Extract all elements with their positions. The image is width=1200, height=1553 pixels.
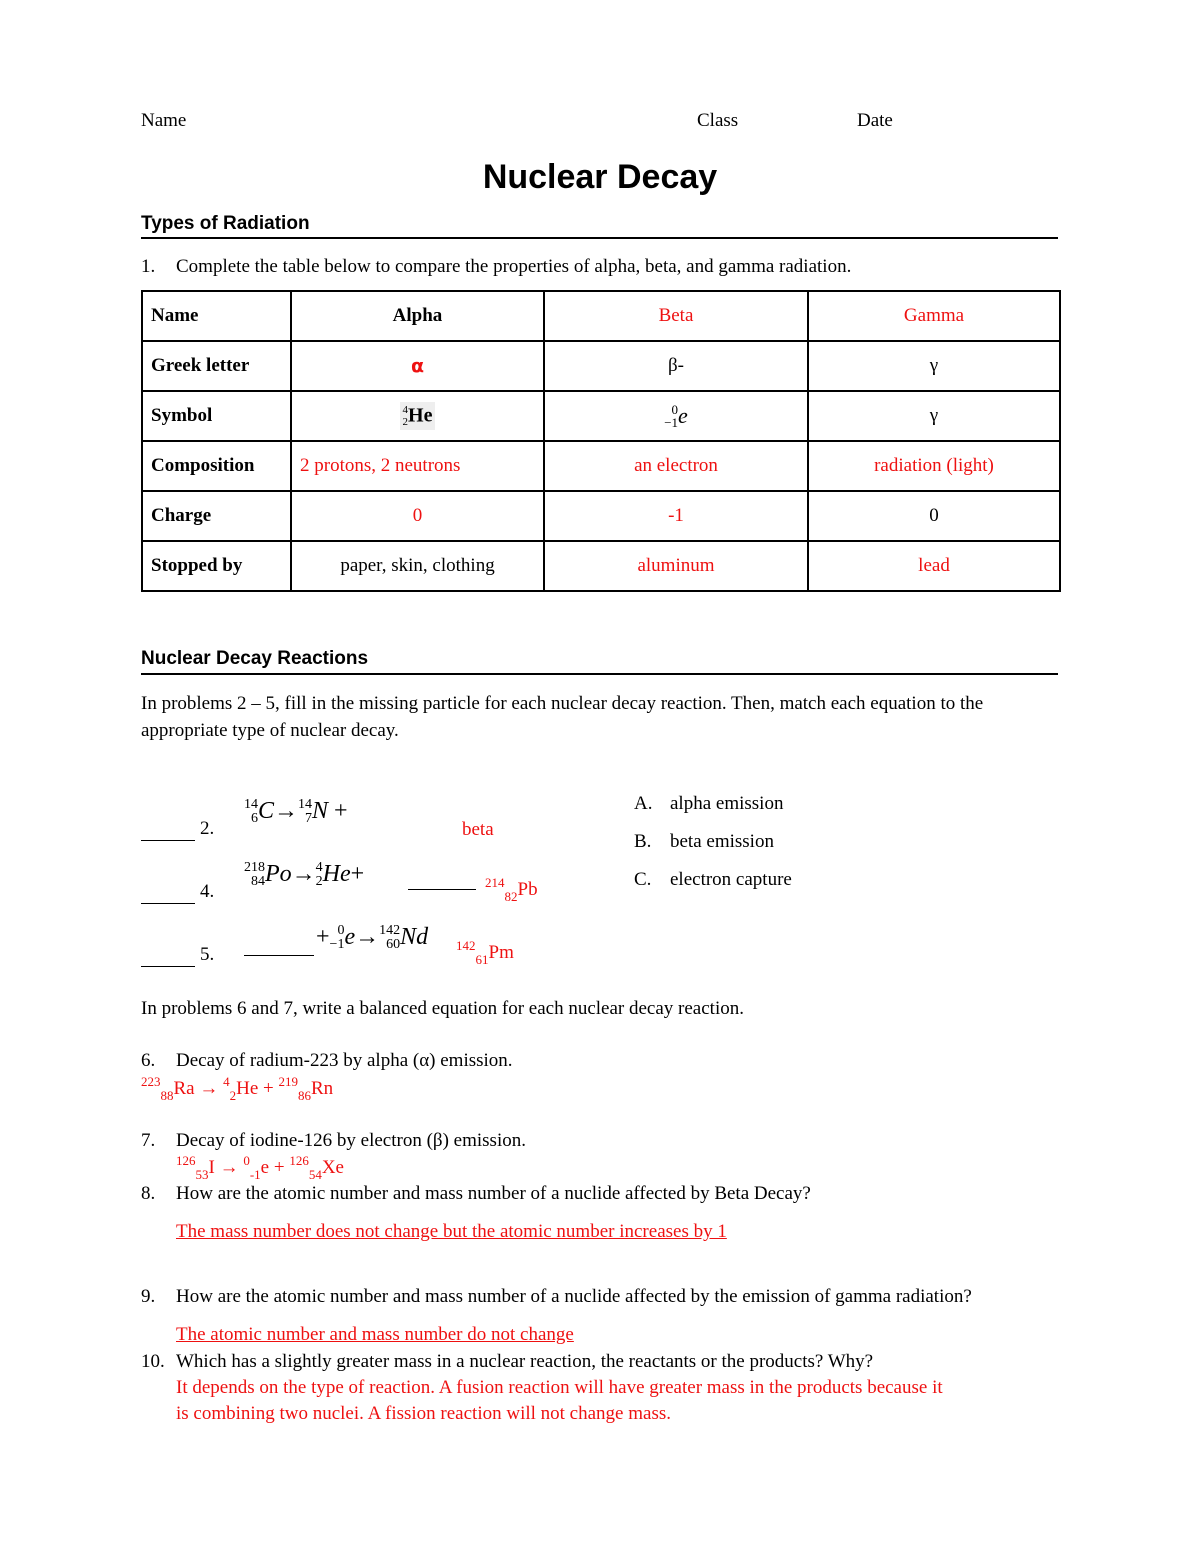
mass-number: 4 [315,860,323,876]
beta-atomic-number: −1 [664,415,679,430]
question-9-text: How are the atomic number and mass number of a nuclide affected by the emission of gamma radiation? [176,1286,972,1307]
atomic-number: 86 [297,1088,311,1103]
plus-sign: + [273,1157,285,1178]
alpha-symbol [400,402,436,430]
question-1-text: Complete the table below to compare the properties of alpha, beta, and gamma radiation. [176,256,852,277]
beta-element: e [678,403,688,428]
question-10-answer-line-2: is combining two nuclei. A fission reaction will not change mass. [176,1403,671,1424]
problem-2-number: 2. [200,818,215,839]
question-8-text: How are the atomic number and mass number of a nuclide affected by Beta Decay? [176,1183,811,1204]
atomic-number: 88 [160,1088,174,1103]
table-cell: -1 [544,491,808,541]
section-rule [141,673,1058,675]
section-heading-types: Types of Radiation [141,213,310,234]
atomic-number: 2 [229,1088,237,1103]
mass-number: 14 [244,797,258,813]
atomic-number: 60 [386,937,401,953]
balanced-equations-intro: In problems 6 and 7, write a balanced equation for each nuclear decay reaction. [141,998,744,1019]
table-row [142,291,1060,341]
problem-5-answer [456,938,514,967]
problem-4-equation [244,861,364,889]
table-header-cell: Name [142,291,291,341]
question-7-number: 7. [141,1130,156,1151]
table-cell: 0 [808,491,1060,541]
alpha-element: He [408,404,433,427]
table-cell [291,391,544,441]
plus-sign: + [350,861,365,887]
table-cell: radiation (light) [808,441,1060,491]
element-symbol: Pm [488,942,514,963]
table-row [142,491,1060,541]
element-symbol: Po [265,861,292,887]
element-symbol: Ra [173,1078,195,1099]
table-row-label: Charge [142,491,291,541]
answer-blank[interactable] [141,885,195,904]
question-8-answer: The mass number does not change but the atomic number increases by 1 [176,1221,727,1242]
mass-number: 219 [278,1074,298,1089]
section-rule [141,237,1058,239]
question-8-number: 8. [141,1183,156,1204]
table-row [142,541,1060,591]
atomic-number: 54 [308,1167,322,1182]
choice-letter: B. [634,831,652,852]
table-cell: 0 [291,491,544,541]
mass-number: 126 [176,1153,196,1168]
question-6-number: 6. [141,1050,156,1071]
element-symbol: Xe [321,1157,344,1178]
beta-mass-number: 0 [671,402,679,417]
reactions-intro: In problems 2 – 5, fill in the missing particle for each nuclear decay reaction. Then, match each equation to the appropriate type of nuclear decay. [141,693,984,741]
table-cell: lead [808,541,1060,591]
element-symbol: Nd [400,924,429,950]
table-row-label: Greek letter [142,341,291,391]
arrow: → [274,798,299,824]
problem-4-number: 4. [200,881,215,902]
table-cell: 2 protons, 2 neutrons [291,441,544,491]
table-cell: γ [808,341,1060,391]
question-1-number: 1. [141,256,156,277]
table-cell [544,391,808,441]
mass-number: 142 [379,923,401,939]
mass-number: 223 [141,1074,161,1089]
question-6-answer [141,1074,334,1103]
table-header-cell: Beta [544,291,808,341]
mass-number: 0 [243,1153,250,1168]
choice-text: alpha emission [670,793,784,814]
arrow: → [355,924,380,950]
element-symbol: e [260,1157,270,1178]
atomic-number: 84 [251,874,265,890]
question-10-text: Which has a slightly greater mass in a nuclear reaction, the reactants or the products? Why? [176,1351,874,1372]
problem-5-equation [316,924,428,952]
problem-4-answer [485,875,538,904]
element-symbol: He [322,861,351,887]
element-symbol: e [344,924,356,950]
choice-text: electron capture [670,869,792,890]
atomic-number: 61 [475,952,489,967]
question-9-answer: The atomic number and mass number do not change [176,1324,574,1345]
page-title: Nuclear Decay [482,158,718,196]
table-row [142,391,1060,441]
atomic-number: −1 [329,937,345,953]
mass-number: 218 [244,860,265,876]
alpha-atomic-number: 2 [402,416,409,428]
table-row-label: Symbol [142,391,291,441]
table-cell: β- [544,341,808,391]
question-6-text: Decay of radium-223 by alpha (α) emission. [176,1050,513,1071]
table-row [142,341,1060,391]
answer-blank[interactable] [141,948,195,967]
mass-number: 142 [456,938,476,953]
date-label: Date [857,110,893,131]
arrow: → [219,1157,239,1178]
name-label: Name [141,110,187,131]
element-symbol: N [312,798,329,824]
question-7-text: Decay of iodine-126 by electron (β) emission. [176,1130,526,1151]
equation-blank[interactable] [408,889,476,890]
arrow: → [291,861,316,887]
table-cell: γ [808,391,1060,441]
radiation-table [141,290,1061,592]
atomic-number: 53 [195,1167,209,1182]
choice-text: beta emission [670,831,774,852]
element-symbol: He [236,1078,259,1099]
table-cell: α [291,341,544,391]
atomic-number: 2 [315,874,323,890]
table-header-cell: Gamma [808,291,1060,341]
question-10-answer-line-1: It depends on the type of reaction. A fusion reaction will have greater mass in the products because it [176,1377,943,1398]
mass-number: 126 [289,1153,309,1168]
element-symbol: Rn [310,1078,334,1099]
choice-letter: A. [634,793,653,814]
mass-number: 0 [337,923,345,939]
table-row-label: Stopped by [142,541,291,591]
answer-blank[interactable] [141,822,195,841]
equation-blank[interactable] [244,955,314,956]
plus-sign: + [316,924,330,950]
plus-sign: + [334,798,348,824]
alpha-mass-number: 4 [402,404,409,416]
problem-2-answer: beta [462,819,494,840]
atomic-number: 7 [305,811,313,827]
element-symbol: I [208,1157,215,1178]
table-header-cell: Alpha [291,291,544,341]
question-9-number: 9. [141,1286,156,1307]
choice-letter: C. [634,869,652,890]
element-symbol: C [258,798,275,824]
table-row-label: Composition [142,441,291,491]
problem-5-number: 5. [200,944,215,965]
arrow: → [199,1078,219,1099]
mass-number: 214 [485,875,505,890]
table-cell: aluminum [544,541,808,591]
plus-sign: + [263,1078,274,1099]
table-row [142,441,1060,491]
beta-symbol [664,403,688,429]
element-symbol: Pb [517,879,538,900]
atomic-number: -1 [249,1167,261,1182]
atomic-number: 6 [251,811,258,827]
table-cell: paper, skin, clothing [291,541,544,591]
mass-number: 14 [298,797,313,813]
atomic-number: 82 [504,889,518,904]
problem-2-equation [244,798,348,826]
question-10-number: 10. [141,1351,165,1372]
table-cell: an electron [544,441,808,491]
section-heading-reactions: Nuclear Decay Reactions [141,648,369,669]
mass-number: 4 [223,1074,230,1089]
question-7-answer [176,1153,344,1182]
class-label: Class [697,110,739,131]
